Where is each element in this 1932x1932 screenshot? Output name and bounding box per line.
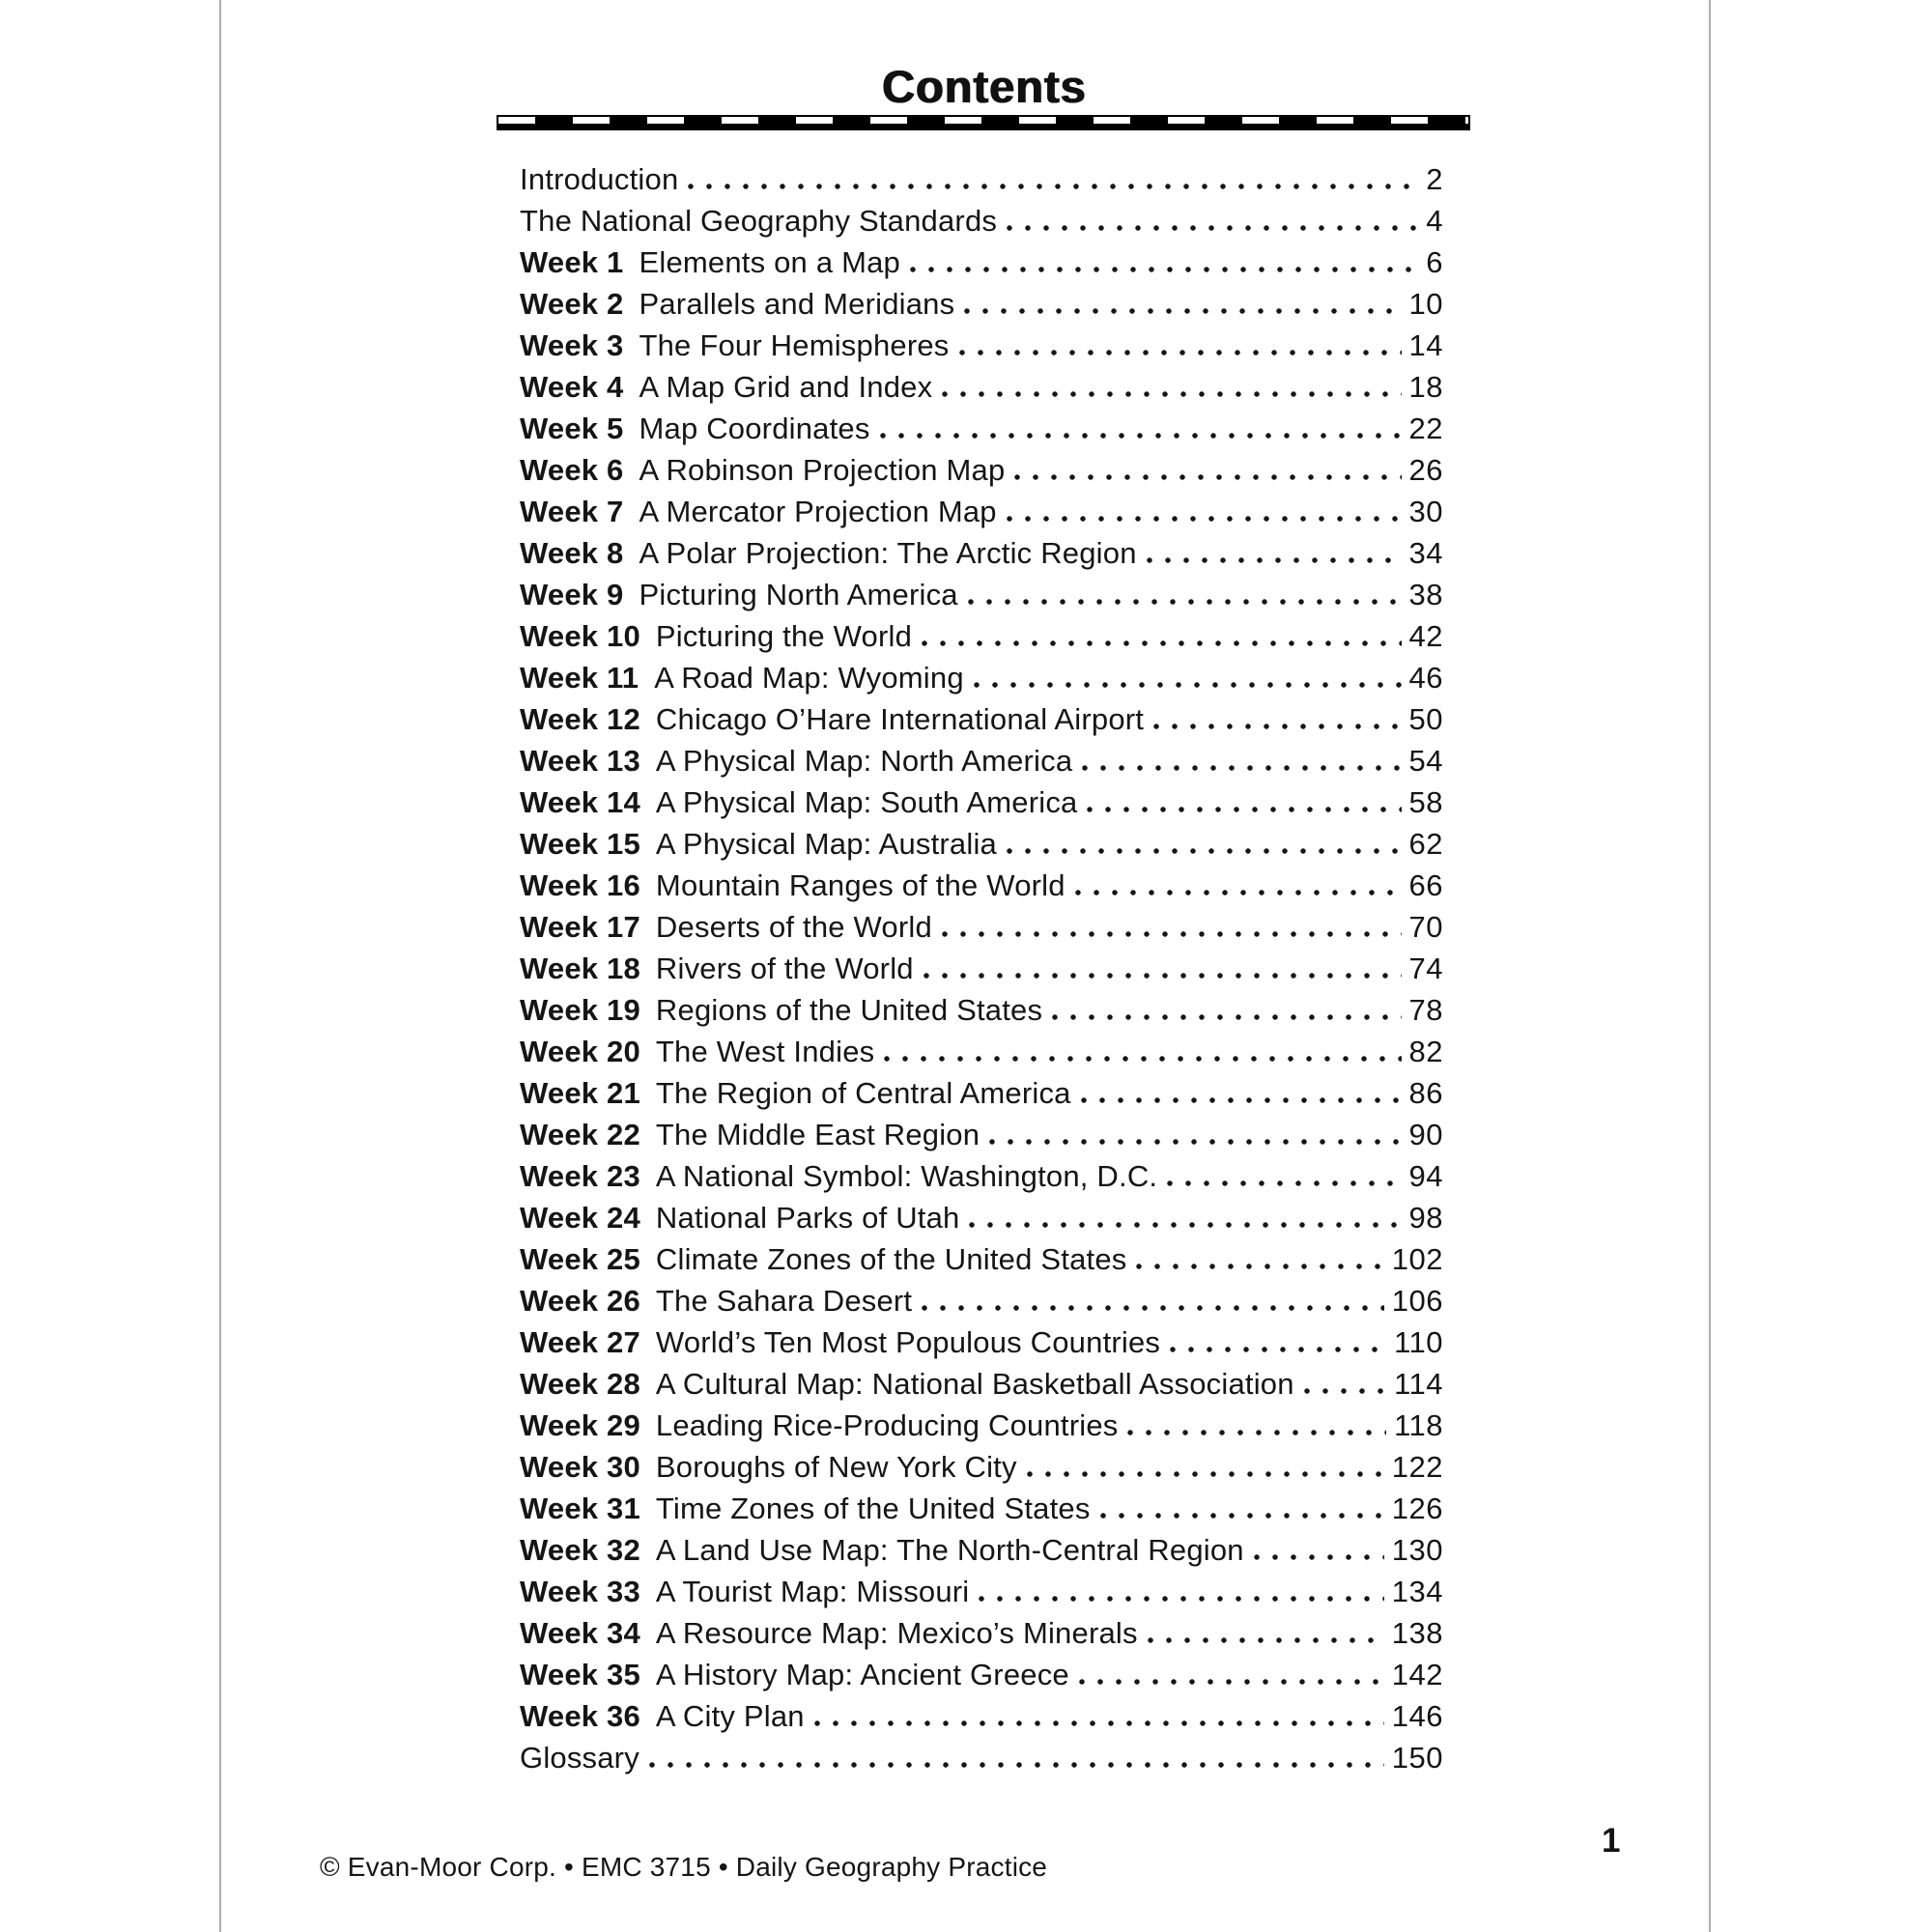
toc-entry-page-number: 126 — [1391, 1492, 1443, 1525]
toc-entry — [520, 1695, 1443, 1737]
dot-leader — [1304, 1386, 1386, 1396]
toc-entry-title: A Robinson Projection Map — [639, 453, 1006, 487]
dot-leader — [922, 639, 1401, 648]
toc-entry-page-number: 42 — [1408, 619, 1443, 653]
dot-leader — [974, 680, 1402, 690]
toc-entry-title: Map Coordinates — [639, 412, 870, 445]
toc-entry-title: A Physical Map: North America — [655, 744, 1073, 778]
toc-entry-week-label: Week 14 — [520, 785, 640, 819]
toc-entry-page-number: 82 — [1408, 1035, 1443, 1068]
toc-entry-title: Leading Rice-Producing Countries — [655, 1408, 1119, 1442]
toc-entry-page-number: 2 — [1426, 162, 1443, 196]
dot-leader — [1147, 555, 1402, 565]
toc-entry-page-number: 54 — [1408, 744, 1443, 778]
toc-entry-week-label: Week 19 — [520, 993, 640, 1027]
toc-entry-title: Boroughs of New York City — [655, 1450, 1017, 1484]
toc-entry-page-number: 66 — [1408, 868, 1443, 902]
toc-entry — [520, 698, 1443, 740]
toc-entry — [520, 1280, 1443, 1321]
toc-entry-week-label: Week 35 — [520, 1658, 640, 1691]
toc-entry-page-number: 106 — [1391, 1284, 1443, 1318]
toc-entry-title: The Middle East Region — [655, 1118, 980, 1151]
toc-entry-title: A Physical Map: Australia — [655, 827, 997, 861]
toc-entry-week-label: Week 36 — [520, 1699, 640, 1733]
toc-entry — [520, 948, 1443, 989]
toc-entry-title: Elements on a Map — [639, 245, 900, 279]
dot-leader — [880, 431, 1402, 440]
toc-entry — [520, 1737, 1443, 1778]
toc-entry-page-number: 122 — [1391, 1450, 1443, 1484]
dot-leader — [688, 182, 1418, 191]
toc-entry — [520, 1114, 1443, 1155]
toc-entry-page-number: 86 — [1408, 1076, 1443, 1110]
toc-entry — [520, 574, 1443, 615]
toc-entry — [520, 781, 1443, 823]
toc-entry-title: The Sahara Desert — [655, 1284, 913, 1318]
dot-leader — [1007, 514, 1402, 524]
toc-entry-page-number: 118 — [1394, 1408, 1443, 1442]
toc-entry — [520, 1238, 1443, 1280]
toc-entry-week-label: Week 13 — [520, 744, 640, 778]
toc-entry-week-label: Week 31 — [520, 1492, 640, 1525]
toc-entry-title: The Four Hemispheres — [639, 328, 950, 362]
toc-entry-title: A Resource Map: Mexico’s Minerals — [655, 1616, 1138, 1650]
dot-leader — [1167, 1179, 1401, 1188]
toc-entry-title: A Map Grid and Index — [639, 370, 933, 404]
toc-entry — [520, 1612, 1443, 1654]
toc-entry — [520, 1488, 1443, 1529]
toc-entry-title: A Physical Map: South America — [655, 785, 1078, 819]
dot-leader — [1027, 1469, 1384, 1479]
toc-entry-week-label: Week 25 — [520, 1242, 640, 1276]
toc-entry-title: Chicago O’Hare International Airport — [655, 702, 1145, 736]
dot-leader — [1081, 1095, 1402, 1105]
toc-entry-page-number: 138 — [1391, 1616, 1443, 1650]
toc-entry — [520, 283, 1443, 325]
toc-entry — [520, 200, 1443, 242]
toc-entry-page-number: 78 — [1408, 993, 1443, 1027]
toc-entry-page-number: 150 — [1391, 1741, 1443, 1775]
toc-entry-title: A Road Map: Wyoming — [654, 661, 964, 695]
dot-leader — [968, 597, 1402, 607]
dot-leader — [969, 1220, 1401, 1230]
dot-leader — [959, 348, 1402, 357]
toc-entry-week-label: Week 17 — [520, 910, 640, 944]
toc-entry-page-number: 34 — [1408, 536, 1443, 570]
toc-entry-week-label: Week 12 — [520, 702, 640, 736]
toc-entry-title: A Land Use Map: The North-Central Region — [655, 1533, 1244, 1567]
toc-entry-title: Introduction — [520, 162, 679, 196]
toc-entry — [520, 615, 1443, 657]
toc-entry-week-label: Week 30 — [520, 1450, 640, 1484]
toc-entry — [520, 1072, 1443, 1114]
toc-entry-page-number: 10 — [1408, 287, 1443, 321]
toc-entry-week-label: Week 7 — [520, 495, 624, 528]
toc-entry-week-label: Week 20 — [520, 1035, 640, 1068]
toc-entry-week-label: Week 34 — [520, 1616, 640, 1650]
dot-leader — [1082, 763, 1401, 773]
toc-entry-week-label: Week 21 — [520, 1076, 640, 1110]
toc-entry-page-number: 134 — [1391, 1575, 1443, 1608]
toc-entry-page-number: 70 — [1408, 910, 1443, 944]
toc-entry-week-label: Week 10 — [520, 619, 640, 653]
toc-entry-title: Climate Zones of the United States — [655, 1242, 1127, 1276]
toc-entry-week-label: Week 32 — [520, 1533, 640, 1567]
toc-entry-week-label: Week 16 — [520, 868, 640, 902]
toc-entry — [520, 906, 1443, 948]
ruler-divider — [497, 115, 1470, 126]
toc-entry — [520, 408, 1443, 449]
toc-entry-title: A History Map: Ancient Greece — [655, 1658, 1069, 1691]
dot-leader — [1087, 805, 1401, 814]
dot-leader — [1100, 1511, 1384, 1520]
toc-entry-week-label: Week 15 — [520, 827, 640, 861]
dot-leader — [649, 1760, 1384, 1770]
page-left-edge — [219, 0, 221, 1932]
dot-leader — [979, 1594, 1383, 1604]
toc-entry — [520, 158, 1443, 200]
toc-entry-title: Picturing the World — [655, 619, 913, 653]
toc-entry-page-number: 46 — [1408, 661, 1443, 695]
toc-entry-title: Glossary — [520, 1741, 639, 1775]
toc-entry-page-number: 102 — [1391, 1242, 1443, 1276]
dot-leader — [1136, 1262, 1383, 1271]
toc-entry-week-label: Week 1 — [520, 245, 624, 279]
toc-entry-page-number: 30 — [1408, 495, 1443, 528]
toc-entry-week-label: Week 28 — [520, 1367, 640, 1401]
toc-entry-page-number: 94 — [1408, 1159, 1443, 1193]
toc-entry — [520, 1571, 1443, 1612]
dot-leader — [1127, 1428, 1386, 1437]
toc-entry-page-number: 22 — [1408, 412, 1443, 445]
dot-leader — [884, 1054, 1401, 1064]
toc-entry — [520, 532, 1443, 574]
toc-entry-title: The Region of Central America — [655, 1076, 1071, 1110]
toc-entry-title: Regions of the United States — [655, 993, 1043, 1027]
toc-entry-page-number: 26 — [1408, 453, 1443, 487]
toc-entry-week-label: Week 33 — [520, 1575, 640, 1608]
dot-leader — [1170, 1345, 1386, 1354]
toc-entry — [520, 1155, 1443, 1197]
toc-entry-title: A Tourist Map: Missouri — [655, 1575, 970, 1608]
toc-entry-title: Rivers of the World — [655, 952, 914, 985]
dot-leader — [1079, 1677, 1384, 1687]
ruler-divider-baseline — [497, 126, 1470, 130]
toc-entry-page-number: 110 — [1394, 1325, 1443, 1359]
toc-entry-week-label: Week 2 — [520, 287, 624, 321]
toc-entry-title: A Polar Projection: The Arctic Region — [639, 536, 1137, 570]
toc-entry-week-label: Week 9 — [520, 578, 624, 611]
toc-entry-week-label: Week 24 — [520, 1201, 640, 1235]
toc-entry — [520, 242, 1443, 283]
toc-entry-page-number: 14 — [1408, 328, 1443, 362]
toc-entry-title: Mountain Ranges of the World — [655, 868, 1065, 902]
dot-leader — [964, 306, 1401, 316]
page-number: 1 — [1602, 1822, 1621, 1860]
toc-entry-title: A National Symbol: Washington, D.C. — [655, 1159, 1158, 1193]
toc-entry-title: National Parks of Utah — [655, 1201, 960, 1235]
toc-entry — [520, 491, 1443, 532]
toc-entry-page-number: 58 — [1408, 785, 1443, 819]
toc-entry-title: Deserts of the World — [655, 910, 932, 944]
toc-entry-title: Picturing North America — [639, 578, 958, 611]
dot-leader — [922, 1303, 1384, 1313]
toc-entry — [520, 1405, 1443, 1446]
toc-entry-week-label: Week 18 — [520, 952, 640, 985]
toc-entry — [520, 449, 1443, 491]
dot-leader — [942, 929, 1402, 939]
toc-entry — [520, 740, 1443, 781]
page-right-edge — [1709, 0, 1711, 1932]
copyright-credit: © Evan-Moor Corp. • EMC 3715 • Daily Geography Practice — [320, 1852, 1048, 1882]
toc-entry-title: The National Geography Standards — [520, 204, 998, 238]
toc-entry — [520, 1321, 1443, 1363]
toc-entry-page-number: 90 — [1408, 1118, 1443, 1151]
toc-entry — [520, 1529, 1443, 1571]
toc-entry — [520, 1197, 1443, 1238]
dot-leader — [1014, 472, 1401, 482]
dot-leader — [1153, 722, 1401, 731]
toc-entry-page-number: 4 — [1426, 204, 1443, 238]
toc-entry-week-label: Week 11 — [520, 661, 639, 695]
toc-entry-week-label: Week 22 — [520, 1118, 640, 1151]
toc-entry-title: A Mercator Projection Map — [639, 495, 997, 528]
toc-entry — [520, 1446, 1443, 1488]
toc-entry-title: The West Indies — [655, 1035, 875, 1068]
toc-entry-page-number: 62 — [1408, 827, 1443, 861]
dot-leader — [814, 1719, 1384, 1728]
toc-entry-week-label: Week 27 — [520, 1325, 640, 1359]
toc-entry-page-number: 130 — [1391, 1533, 1443, 1567]
toc-entry — [520, 989, 1443, 1031]
toc-entry-page-number: 146 — [1391, 1699, 1443, 1733]
toc-entry — [520, 865, 1443, 906]
page-title: Contents — [882, 61, 1087, 112]
toc-entry-page-number: 74 — [1408, 952, 1443, 985]
toc-entry-week-label: Week 5 — [520, 412, 624, 445]
toc-entry — [520, 1031, 1443, 1072]
toc-entry — [520, 366, 1443, 408]
toc-entry-week-label: Week 26 — [520, 1284, 640, 1318]
toc-entry-week-label: Week 4 — [520, 370, 624, 404]
toc-entry-page-number: 38 — [1408, 578, 1443, 611]
dot-leader — [942, 389, 1401, 399]
toc-entry — [520, 1363, 1443, 1405]
toc-entry-week-label: Week 8 — [520, 536, 624, 570]
toc-entry-week-label: Week 6 — [520, 453, 624, 487]
toc-entry-title: A City Plan — [655, 1699, 805, 1733]
toc-entry-title: Time Zones of the United States — [655, 1492, 1091, 1525]
toc-entry-page-number: 142 — [1391, 1658, 1443, 1691]
toc-entry — [520, 657, 1443, 698]
toc-entry-page-number: 6 — [1426, 245, 1443, 279]
dot-leader — [1148, 1635, 1384, 1645]
toc-entry-week-label: Week 3 — [520, 328, 624, 362]
toc-entry — [520, 325, 1443, 366]
toc-entry-title: Parallels and Meridians — [639, 287, 955, 321]
toc-entry — [520, 823, 1443, 865]
toc-entry-title: A Cultural Map: National Basketball Association — [655, 1367, 1294, 1401]
dot-leader — [989, 1137, 1401, 1147]
dot-leader — [1254, 1552, 1384, 1562]
toc-entry-page-number: 50 — [1408, 702, 1443, 736]
toc-entry-page-number: 114 — [1394, 1367, 1443, 1401]
dot-leader — [1007, 223, 1418, 233]
toc-entry-week-label: Week 29 — [520, 1408, 640, 1442]
dot-leader — [1007, 846, 1402, 856]
table-of-contents — [520, 158, 1443, 1778]
toc-entry — [520, 1654, 1443, 1695]
toc-entry-page-number: 98 — [1408, 1201, 1443, 1235]
toc-entry-title: World’s Ten Most Populous Countries — [655, 1325, 1161, 1359]
dot-leader — [910, 265, 1418, 274]
dot-leader — [923, 971, 1402, 980]
dot-leader — [1052, 1012, 1401, 1022]
toc-entry-page-number: 18 — [1408, 370, 1443, 404]
toc-entry-week-label: Week 23 — [520, 1159, 640, 1193]
dot-leader — [1075, 888, 1402, 897]
